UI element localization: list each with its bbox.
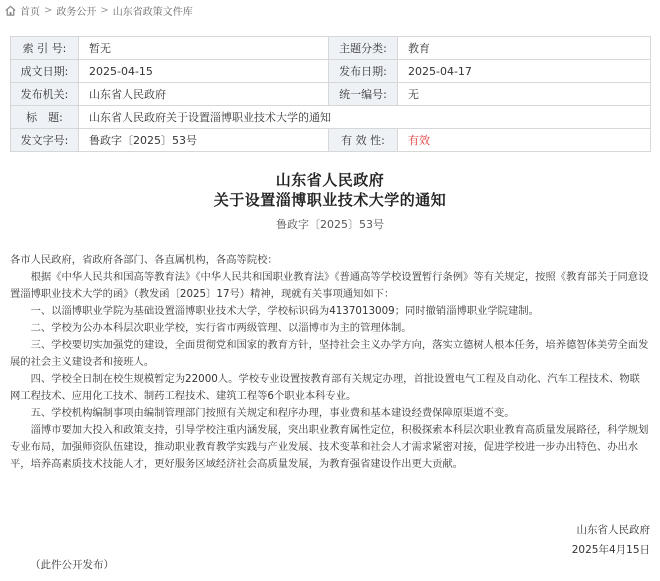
signature-block [572, 520, 650, 560]
breadcrumb-separator: > [44, 4, 53, 16]
salutation: 各市人民政府，省政府各部门、各直属机构，各高等院校： [10, 254, 278, 266]
home-icon [4, 4, 17, 17]
serial-label: 统一编号: [329, 83, 398, 106]
document-body [10, 252, 650, 473]
breadcrumb-gov-affairs-link[interactable]: 政务公开 [56, 6, 97, 18]
breadcrumb [4, 2, 193, 18]
title-value: 山东省人民政府关于设置淄博职业技术大学的通知 [79, 106, 651, 129]
signature-date: 2025年4月15日 [571, 544, 650, 556]
publication-note: （此件公开发布） [30, 559, 114, 571]
signature-org: 山东省人民政府 [576, 524, 650, 536]
paragraph: 二、学校为公办本科层次职业学校，实行省市两级管理、以淄博市为主的管理体制。 [30, 322, 412, 334]
issuer-value: 山东省人民政府 [79, 83, 329, 106]
date-value: 2025-04-15 [79, 60, 329, 83]
publish-date-value: 2025-04-17 [398, 60, 651, 83]
meta-row [11, 106, 651, 129]
title-label: 标 题: [11, 106, 79, 129]
document-heading [0, 170, 660, 232]
paragraph: 一、以淄博职业学院为基础设置淄博职业技术大学，学校标识码为4137013009；同时撤销淄博职业学院建制。 [30, 305, 539, 317]
category-label: 主题分类: [329, 37, 398, 60]
category-value: 教育 [398, 37, 651, 60]
docno-value: 鲁政字〔2025〕53号 [79, 129, 329, 152]
paragraph: 淄博市要加大投入和政策支持，引导学校注重内涵发展，突出职业教育属性定位，积极探索本科层次职业教育高质量发展路径，科学规划专业布局，加强师资队伍建设，推动职业教育教学实践与产业发展、技术变革和社会人才需求紧密对接，促进学校进一步办出特色、办出水平，培养高素质技术技能人才，更好服务区域经济社会高质量发展，为教育强省建设作出更大贡献。 [10, 424, 649, 470]
index-label: 索 引 号: [11, 37, 79, 60]
meta-row [11, 60, 651, 83]
validity-label: 有 效 性: [329, 129, 398, 152]
paragraph: 根据《中华人民共和国高等教育法》《中华人民共和国职业教育法》《普通高等学校设置暂行条例》等有关规定，按照《教育部关于同意设置淄博职业技术大学的函》（教发函〔2025〕17号）精神，现就有关事项通知如下： [10, 271, 649, 300]
breadcrumb-home-link[interactable]: 首页 [20, 6, 40, 18]
document-org: 山东省人民政府 [275, 171, 385, 189]
paragraph: 五、学校机构编制事项由编制管理部门按照有关规定和程序办理，事业费和基本建设经费保障原渠道不变。 [30, 407, 515, 419]
index-value: 暂无 [79, 37, 329, 60]
serial-value: 无 [398, 83, 651, 106]
breadcrumb-separator: > [100, 4, 109, 16]
issuer-label: 发布机关: [11, 83, 79, 106]
docno-label: 发文字号: [11, 129, 79, 152]
publish-date-label: 发布日期: [329, 60, 398, 83]
validity-value: 有效 [398, 129, 651, 152]
breadcrumb-policy-library-link[interactable]: 山东省政策文件库 [112, 6, 193, 18]
meta-row [11, 37, 651, 60]
paragraph: 三、学校要切实加强党的建设，全面贯彻党和国家的教育方针，坚持社会主义办学方向，落实立德树人根本任务，培养德智体美劳全面发展的社会主义建设者和接班人。 [10, 339, 649, 368]
paragraph: 四、学校全日制在校生规模暂定为22000人。学校专业设置按教育部有关规定办理，首批设置电气工程及自动化、汽车工程技术、物联网工程技术、应用化工技术、制药工程技术、建筑工程等6个职业本科专业。 [10, 373, 640, 402]
document-meta-table [10, 36, 651, 152]
meta-row [11, 83, 651, 106]
document-title: 关于设置淄博职业技术大学的通知 [213, 191, 447, 209]
date-label: 成文日期: [11, 60, 79, 83]
document-number: 鲁政字〔2025〕53号 [276, 218, 384, 231]
meta-row [11, 129, 651, 152]
